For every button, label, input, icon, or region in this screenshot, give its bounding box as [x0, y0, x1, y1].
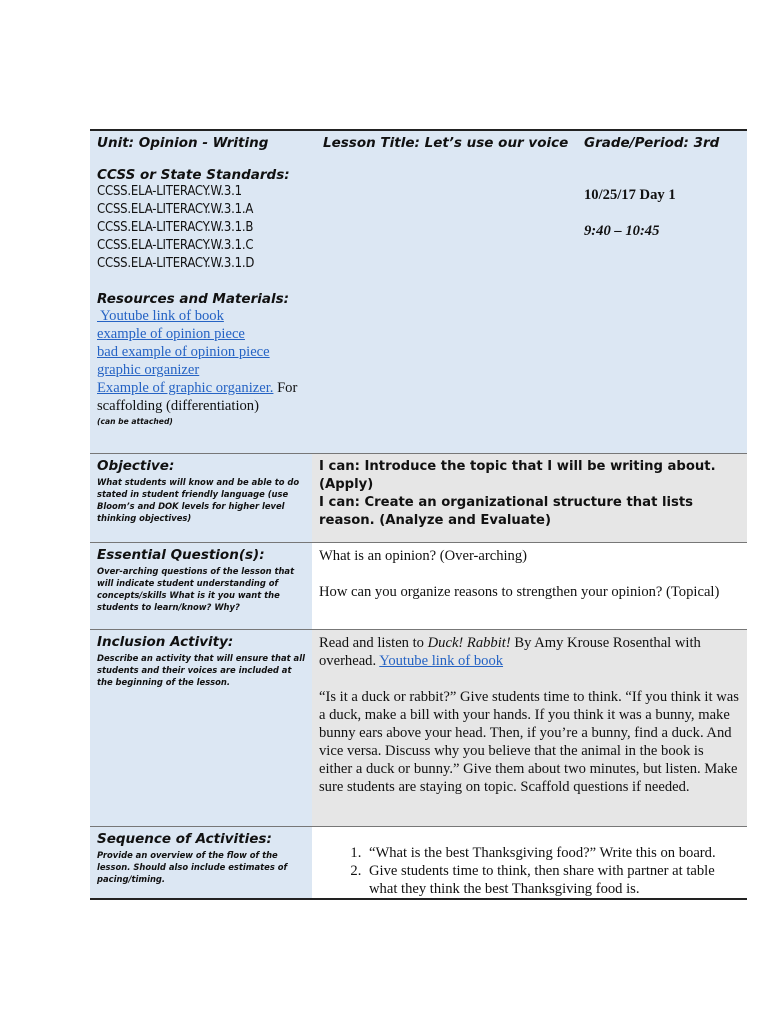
unit-label: Unit: Opinion - Writing — [97, 135, 269, 151]
inclusion-paragraph-1 — [319, 634, 739, 670]
standards-title: CCSS or State Standards: — [97, 167, 290, 183]
essential-desc: Over-arching questions of the lesson that will indicate student understanding of concepts/skills What is it you want the students to learn/know? Why? — [97, 566, 295, 612]
inclusion-paragraph-2: “Is it a duck or rabbit?” Give students time to think. “If you think it was a duck, make a bill with your hands. If you think it was a bunny, make bunny ears above your head. Then, if you’re a bunny, find a duck. And vice versa. Discuss why you believe that the animal in the book is either a duck or bunny.” Give them about two minutes, but listen. Make sure students are staying on topic. Scaffold questions if needed. — [319, 689, 739, 795]
objective-line-1: I can: Introduce the topic that I will be writing about. (Apply) — [319, 459, 716, 492]
lesson-title: Lesson Title: Let’s use our voice — [323, 135, 569, 151]
standard-item: CCSS.ELA-LITERACY.W.3.1.C — [97, 238, 254, 253]
sequence-title: Sequence of Activities: — [97, 831, 272, 847]
inclusion-text: By Amy Krouse Rosenthal with overhead. — [319, 635, 701, 669]
essential-question-2: How can you organize reasons to strengthen your opinion? (Topical) — [319, 584, 720, 600]
sequence-desc: Provide an overview of the flow of the lesson. Should also include estimates of pacing/timing. — [97, 850, 288, 884]
resources-title: Resources and Materials: — [97, 291, 290, 307]
lesson-date: 10/25/17 Day 1 — [584, 187, 676, 203]
objective-line-2: I can: Create an organizational structure that lists reason. (Analyze and Evaluate) — [319, 495, 694, 528]
inclusion-text: Read and listen to — [319, 635, 428, 651]
inclusion-activity-row — [90, 629, 747, 826]
header-row — [97, 135, 741, 151]
grade-period: Grade/Period: 3rd — [584, 135, 720, 151]
graphic-organizer-link[interactable]: graphic organizer — [97, 362, 200, 378]
book-title: Duck! Rabbit! — [427, 635, 511, 651]
organizer-example-link[interactable]: Example of graphic organizer. — [97, 380, 274, 396]
lesson-time: 9:40 – 10:45 — [584, 223, 660, 239]
scaffolding-text: scaffolding (differentiation) — [97, 398, 259, 414]
standard-item: CCSS.ELA-LITERACY.W.3.1 — [97, 184, 242, 199]
inclusion-title: Inclusion Activity: — [97, 634, 234, 650]
essential-question-row — [90, 542, 747, 629]
youtube-link[interactable]: Youtube link of book — [97, 308, 224, 324]
objective-row — [90, 453, 747, 542]
header-block — [90, 131, 747, 453]
lesson-plan-table — [90, 129, 747, 900]
essential-question-1: What is an opinion? (Over-arching) — [319, 548, 527, 564]
sequence-row — [90, 826, 747, 898]
essential-title: Essential Question(s): — [97, 547, 265, 563]
objective-desc: What students will know and be able to do stated in student friendly language (use Bloom’s and DOK levels for higher level thinking objectives) — [97, 477, 300, 523]
standards-section — [97, 167, 741, 273]
resources-for-text: For — [273, 380, 298, 396]
standard-item: CCSS.ELA-LITERACY.W.3.1.A — [97, 202, 254, 217]
attached-note: (can be attached) — [97, 417, 173, 426]
sequence-item: 1. “What is the best Thanksgiving food?” Write this on board. — [365, 844, 739, 862]
objective-title: Objective: — [97, 458, 175, 474]
resources-section — [97, 291, 741, 426]
example-opinion-link[interactable]: example of opinion piece — [97, 326, 245, 342]
inclusion-desc: Describe an activity that will ensure that all students and their voices are included at the beginning of the lesson. — [97, 653, 305, 687]
standard-item: CCSS.ELA-LITERACY.W.3.1.B — [97, 220, 254, 235]
bad-example-link[interactable]: bad example of opinion piece — [97, 344, 270, 360]
sequence-item: 2. Give students time to think, then share with partner at table what they think the best Thanksgiving food is. — [365, 862, 739, 898]
sequence-list — [319, 844, 739, 898]
standard-item: CCSS.ELA-LITERACY.W.3.1.D — [97, 256, 255, 271]
inclusion-youtube-link[interactable]: Youtube link of book — [379, 653, 504, 669]
